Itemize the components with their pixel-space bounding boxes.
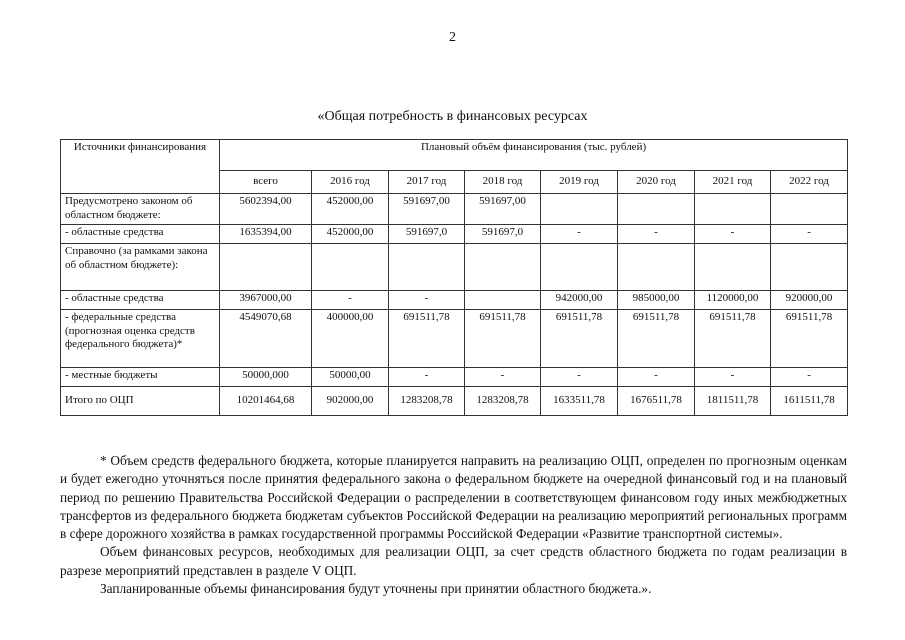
table-cell: 1635394,00 (220, 225, 312, 244)
table-cell: - (541, 368, 618, 387)
table-cell: - (695, 368, 771, 387)
table-row (61, 194, 848, 225)
table-cell: - (618, 225, 695, 244)
note-clarification: Запланированные объемы финансирования будут уточнены при принятии областного бюджета.». (100, 581, 652, 597)
table-cell: - (312, 291, 389, 310)
plan-header: Плановый объём финансирования (тыс. рублей) (220, 140, 848, 171)
table-cell: 50000,000 (220, 368, 312, 387)
table-cell: - (695, 225, 771, 244)
table-cell: 942000,00 (541, 291, 618, 310)
table-cell: 1676511,78 (618, 387, 695, 416)
table-row (61, 225, 848, 244)
table-header-row (61, 140, 848, 171)
row-label: - местные бюджеты (61, 368, 220, 387)
table-cell: 691511,78 (771, 310, 848, 368)
year-header: всего (220, 171, 312, 194)
table-cell (389, 244, 465, 291)
table-cell (541, 194, 618, 225)
year-header: 2017 год (389, 171, 465, 194)
table-cell: 1633511,78 (541, 387, 618, 416)
section-title: «Общая потребность в финансовых ресурсах (317, 109, 588, 124)
table-cell (618, 244, 695, 291)
table-cell: 4549070,68 (220, 310, 312, 368)
table-cell: 400000,00 (312, 310, 389, 368)
table-cell: 902000,00 (312, 387, 389, 416)
table-row (61, 244, 848, 291)
table-cell: - (389, 291, 465, 310)
table-cell: - (771, 225, 848, 244)
financing-table (60, 139, 848, 416)
table-cell: 452000,00 (312, 225, 389, 244)
table-cell: 691511,78 (618, 310, 695, 368)
table-cell (695, 194, 771, 225)
table-cell: 50000,00 (312, 368, 389, 387)
year-header: 2021 год (695, 171, 771, 194)
table-cell: 691511,78 (541, 310, 618, 368)
row-label: - областные средства (61, 225, 220, 244)
table-cell (312, 244, 389, 291)
year-header: 2016 год (312, 171, 389, 194)
table-cell: 1811511,78 (695, 387, 771, 416)
table-cell (771, 194, 848, 225)
table-cell: 591697,0 (465, 225, 541, 244)
year-header: 2018 год (465, 171, 541, 194)
table-cell (465, 291, 541, 310)
row-label: - федеральные средства (прогнозная оценка средств федерального бюджета)* (61, 310, 220, 368)
table-cell: 591697,00 (465, 194, 541, 225)
year-header: 2020 год (618, 171, 695, 194)
table-cell: 1283208,78 (389, 387, 465, 416)
table-row (61, 387, 848, 416)
table-row (61, 310, 848, 368)
table-cell (465, 244, 541, 291)
table-cell: 691511,78 (389, 310, 465, 368)
table-cell: - (771, 368, 848, 387)
row-label: Справочно (за рамками закона об областном бюджете): (61, 244, 220, 291)
table-cell: 10201464,68 (220, 387, 312, 416)
table-row (61, 368, 848, 387)
table-row (61, 291, 848, 310)
page-number: 2 (449, 30, 456, 45)
footnote-federal: * Объем средств федерального бюджета, которые планируется направить на реализацию ОЦП, определен по прогнозным оценкам и будет ежегодно уточняться после принятия федерального закона о федеральном бюджете на очередной финансовый год и на плановый период по решению Правительства Российской Федерации о распределении в соответствующем финансовом году иных межбюджетных трансфертов из федерального бюджета бюджетам субъектов Российской Федерации на реализацию мероприятий региональных программ в сфере дорожного хозяйства в рамках государственной программы Российской Федерации «Развитие транспортной системы». (60, 453, 847, 542)
note-regional-budget: Объем финансовых ресурсов, необходимых для реализации ОЦП, за счет средств областного бюджета по годам реализации в разрезе мероприятий представлен в разделе V ОЦП. (60, 544, 847, 578)
row-label: - областные средства (61, 291, 220, 310)
year-header: 2022 год (771, 171, 848, 194)
table-cell (618, 194, 695, 225)
table-cell: 3967000,00 (220, 291, 312, 310)
table-cell (541, 244, 618, 291)
table-cell (695, 244, 771, 291)
row-label: Итого по ОЦП (61, 387, 220, 416)
table-cell: - (389, 368, 465, 387)
table-cell: 452000,00 (312, 194, 389, 225)
table-cell: 691511,78 (695, 310, 771, 368)
table-cell: 985000,00 (618, 291, 695, 310)
source-header: Источники финансирования (61, 140, 220, 194)
table-cell (771, 244, 848, 291)
table-cell: - (618, 368, 695, 387)
table-cell: 591697,00 (389, 194, 465, 225)
table-cell: 691511,78 (465, 310, 541, 368)
row-label: Предусмотрено законом об областном бюджете: (61, 194, 220, 225)
table-cell: - (541, 225, 618, 244)
footnotes (60, 452, 847, 598)
table-cell: 591697,0 (389, 225, 465, 244)
table-cell: - (465, 368, 541, 387)
table-cell: 5602394,00 (220, 194, 312, 225)
table-cell (220, 244, 312, 291)
table-cell: 920000,00 (771, 291, 848, 310)
table-cell: 1283208,78 (465, 387, 541, 416)
year-header: 2019 год (541, 171, 618, 194)
table-cell: 1120000,00 (695, 291, 771, 310)
table-cell: 1611511,78 (771, 387, 848, 416)
